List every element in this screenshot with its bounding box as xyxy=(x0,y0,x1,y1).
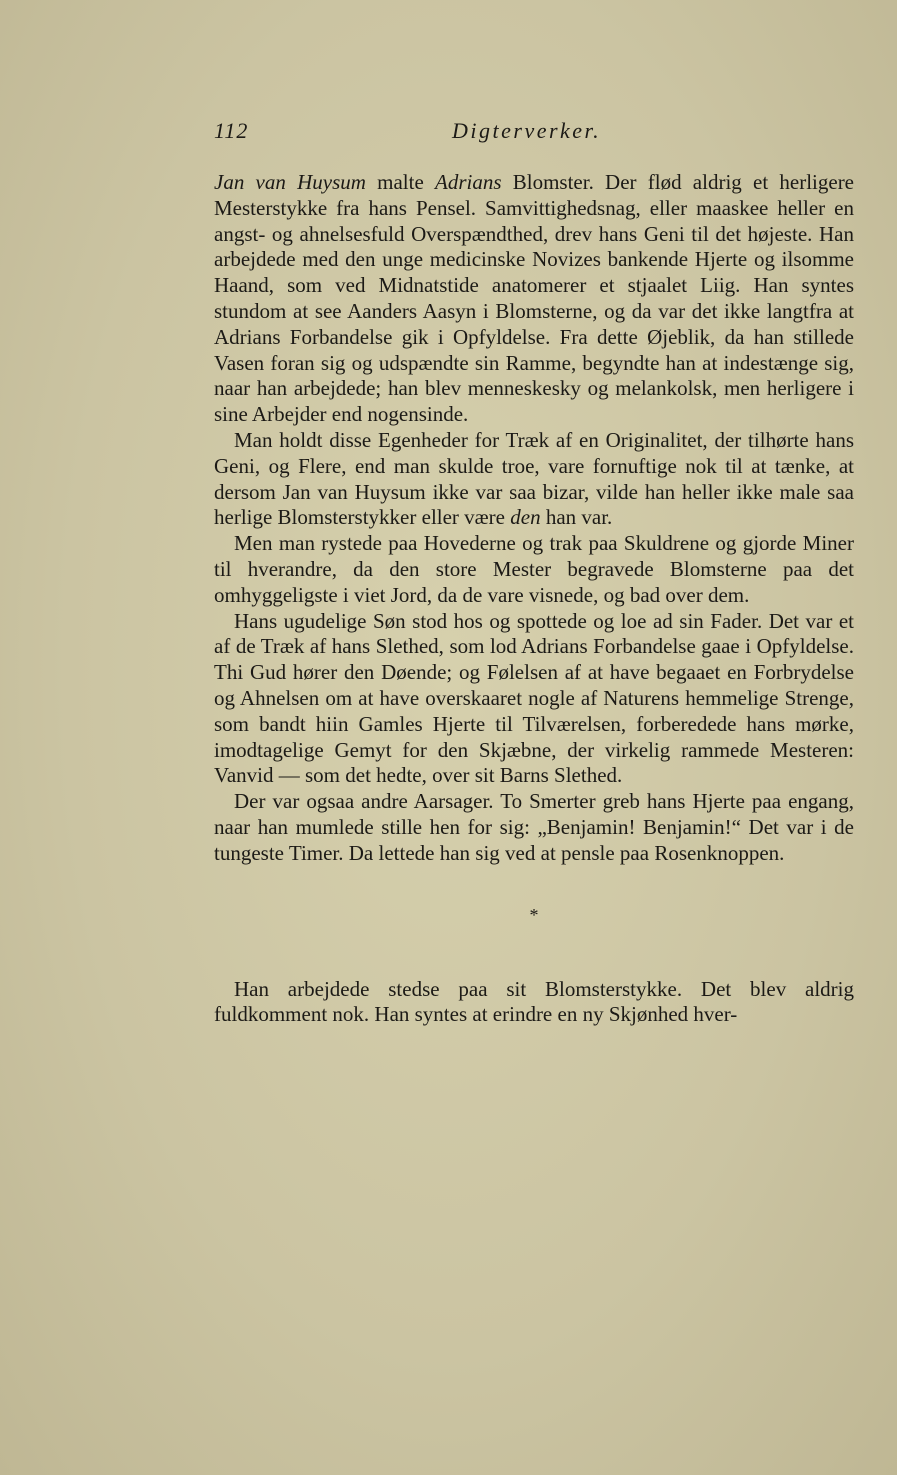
final-paragraph-container xyxy=(214,977,854,1029)
paragraph xyxy=(214,531,854,608)
text-span: Han arbejdede stedse paa sit Blomsterstykke. Det blev aldrig fuldkomment nok. Han syntes at erindre en ny Skjønhed hver- xyxy=(214,976,854,1027)
text-span: Hans ugudelige Søn stod hos og spottede og loe ad sin Fader. Det var et af de Træk af hans Slethed, som lod Adrians Forbandelse gaae i Opfyldelse. Thi Gud hører den Døende; og Følelsen af at have begaaet en Forbrydelse og Ahnelsen om at have overskaaret nogle af Naturens hemmelige Strenge, som bandt hiin Gamles Hjerte til Tilværelsen, forberedede hans mørke, imodtagelige Gemyt for den Skjæbne, der virkelig rammede Mesteren: Vanvid — som det hedte, over sit Barns Slethed. xyxy=(214,608,854,788)
body-text xyxy=(214,170,854,1028)
section-divider: * xyxy=(529,904,539,925)
paragraph xyxy=(214,789,854,866)
text-span: Blomster. Der flød aldrig et herligere Mesterstykke fra hans Pensel. Samvittighedsnag, eller maaskee heller en angst- og ahnelsesfuld Overspændthed, drev hans Geni til det højeste. Han arbejdede med den unge medicinske Novizes bankende Hjerte og ilsomme Haand, som ved Midnatstide anatomerer et stjaalet Liig. Han syntes stundom at see Aanders Aasyn i Blomsterne, og da var det ikke langtfra at Adrians Forbandelse gik i Opfyldelse. Fra dette Øjeblik, da han stillede Vasen foran sig og udspændte sin Ramme, begyndte han at indestænge sig, naar han arbejdede; han blev menneskesky og melankolsk, men herligere i sine Arbejder end nogensinde. xyxy=(214,170,855,427)
page-number: 112 xyxy=(214,118,249,143)
text-span: Der var ogsaa andre Aarsager. To Smerter greb hans Hjerte paa engang, naar han mumlede stille hen for sig: „Benjamin! Benjamin!“ Det var i de tungeste Timer. Da lettede han sig ved at pensle paa Rosenknoppen. xyxy=(214,789,854,865)
text-span: Men man rystede paa Hovederne og trak paa Skuldrene og gjorde Miner til hverandre, da den store Mester begravede Blomsterne paa det omhyggeligste i viet Jord, da de vare visnede, og bad over dem. xyxy=(214,531,854,607)
italic-text-span: Jan van Huysum xyxy=(214,170,366,194)
paragraph-list xyxy=(214,170,854,867)
italic-text-span: Adrians xyxy=(435,170,502,194)
page-header xyxy=(214,118,854,148)
text-span: Man holdt disse Egenheder for Træk af en Originalitet, der tilhørte hans Geni, og Flere, end man skulde troe, vare fornuftige nok til at tænke, at dersom Jan van Huysum ikke var saa bizar, vilde han heller ikke male saa herlige Blomsterstykker eller være xyxy=(214,427,854,530)
paragraph xyxy=(214,977,854,1029)
text-span: han var. xyxy=(540,505,613,530)
paragraph xyxy=(214,428,854,531)
paragraph xyxy=(214,609,854,790)
text-span: malte xyxy=(365,170,436,194)
paragraph xyxy=(214,170,854,428)
italic-text-span: den xyxy=(510,505,541,530)
running-title: Digterverker. xyxy=(452,118,602,143)
